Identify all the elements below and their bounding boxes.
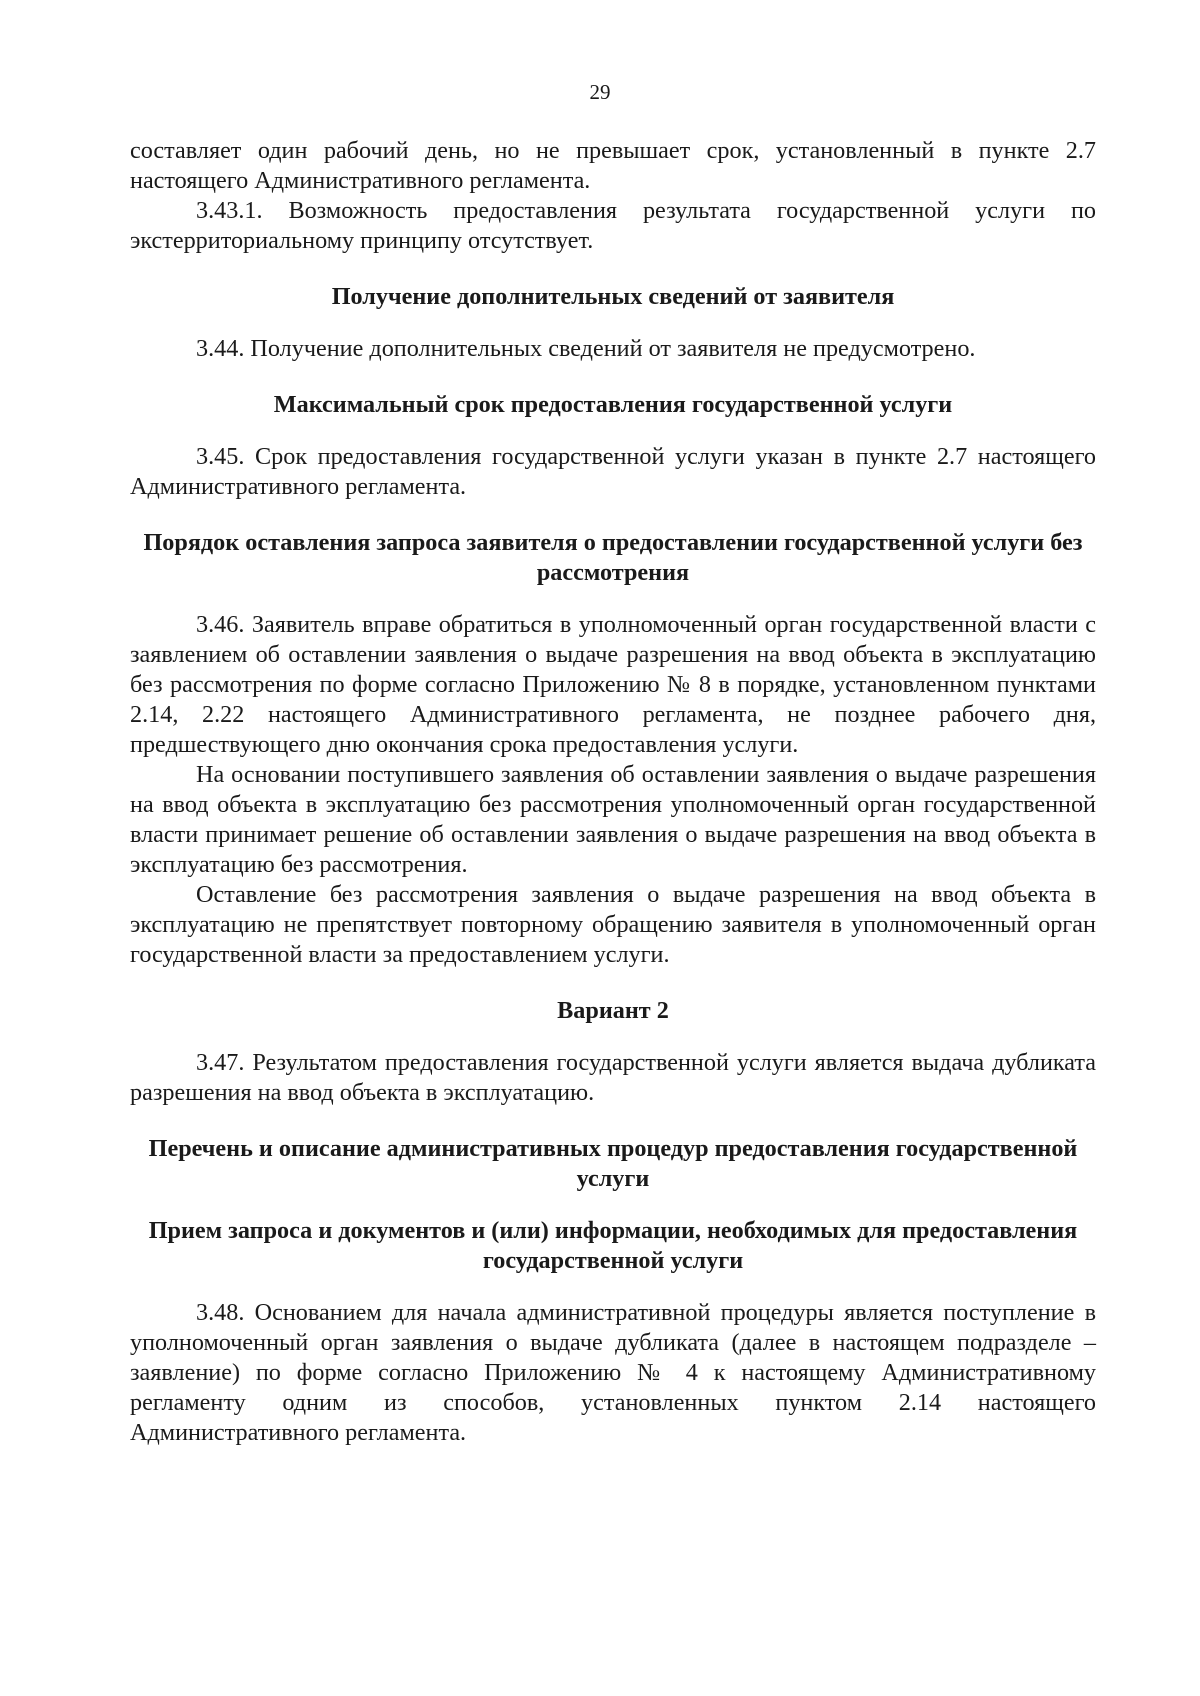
paragraph-3-46: 3.46. Заявитель вправе обратиться в уполномоченный орган государственной власти с заявлением об оставлении заявления о выдаче разрешения на ввод объекта в эксплуатацию без рассмотрения по форме согласно Приложению № 8 в порядке, установленном пунктами 2.14, 2.22 настоящего Административного регламента, не позднее рабочего дня, предшествующего дню окончания срока предоставления услуги. [130,611,1096,758]
heading-max-term: Максимальный срок предоставления государственной услуги [273,391,953,418]
heading-reception: Прием запроса и документов и (или) информации, необходимых для предоставления государственной услуги [148,1217,1078,1274]
page-number: 29 [589,80,611,104]
page-content [130,136,1096,1448]
paragraph-3-45: 3.45. Срок предоставления государственной услуги указан в пункте 2.7 настоящего Административного регламента. [130,443,1096,500]
heading-procedures: Перечень и описание административных процедур предоставления государственной услуги [148,1135,1078,1192]
paragraph-3-47: 3.47. Результатом предоставления государственной услуги является выдача дубликата разрешения на ввод объекта в эксплуатацию. [130,1049,1096,1106]
paragraph-3-43-1: 3.43.1. Возможность предоставления результата государственной услуги по экстерриториальному принципу отсутствует. [130,197,1096,254]
paragraph-3-46-c: Оставление без рассмотрения заявления о выдаче разрешения на ввод объекта в эксплуатацию не препятствует повторному обращению заявителя в уполномоченный орган государственной власти за предоставлением услуги. [130,881,1096,968]
paragraph-3-44: 3.44. Получение дополнительных сведений от заявителя не предусмотрено. [196,335,976,362]
paragraph-3-46-b: На основании поступившего заявления об оставлении заявления о выдаче разрешения на ввод объекта в эксплуатацию без рассмотрения уполномоченный орган государственной власти принимает решение об оставлении заявления о выдаче разрешения на ввод объекта в эксплуатацию без рассмотрения. [130,761,1096,878]
heading-additional-info: Получение дополнительных сведений от заявителя [331,283,895,310]
heading-leave-request: Порядок оставления запроса заявителя о предоставлении государственной услуги без рассмотрения [143,529,1083,586]
heading-variant-2: Вариант 2 [557,997,669,1024]
paragraph-continued: составляет один рабочий день, но не превышает срок, установленный в пункте 2.7 настоящего Административного регламента. [130,137,1096,194]
paragraph-3-48: 3.48. Основанием для начала административной процедуры является поступление в уполномоченный орган заявления о выдаче дубликата (далее в настоящем подразделе – заявление) по форме согласно Приложению № 4 к настоящему Административному регламенту одним из способов, установленных пунктом 2.14 настоящего Административного регламента. [130,1299,1096,1446]
